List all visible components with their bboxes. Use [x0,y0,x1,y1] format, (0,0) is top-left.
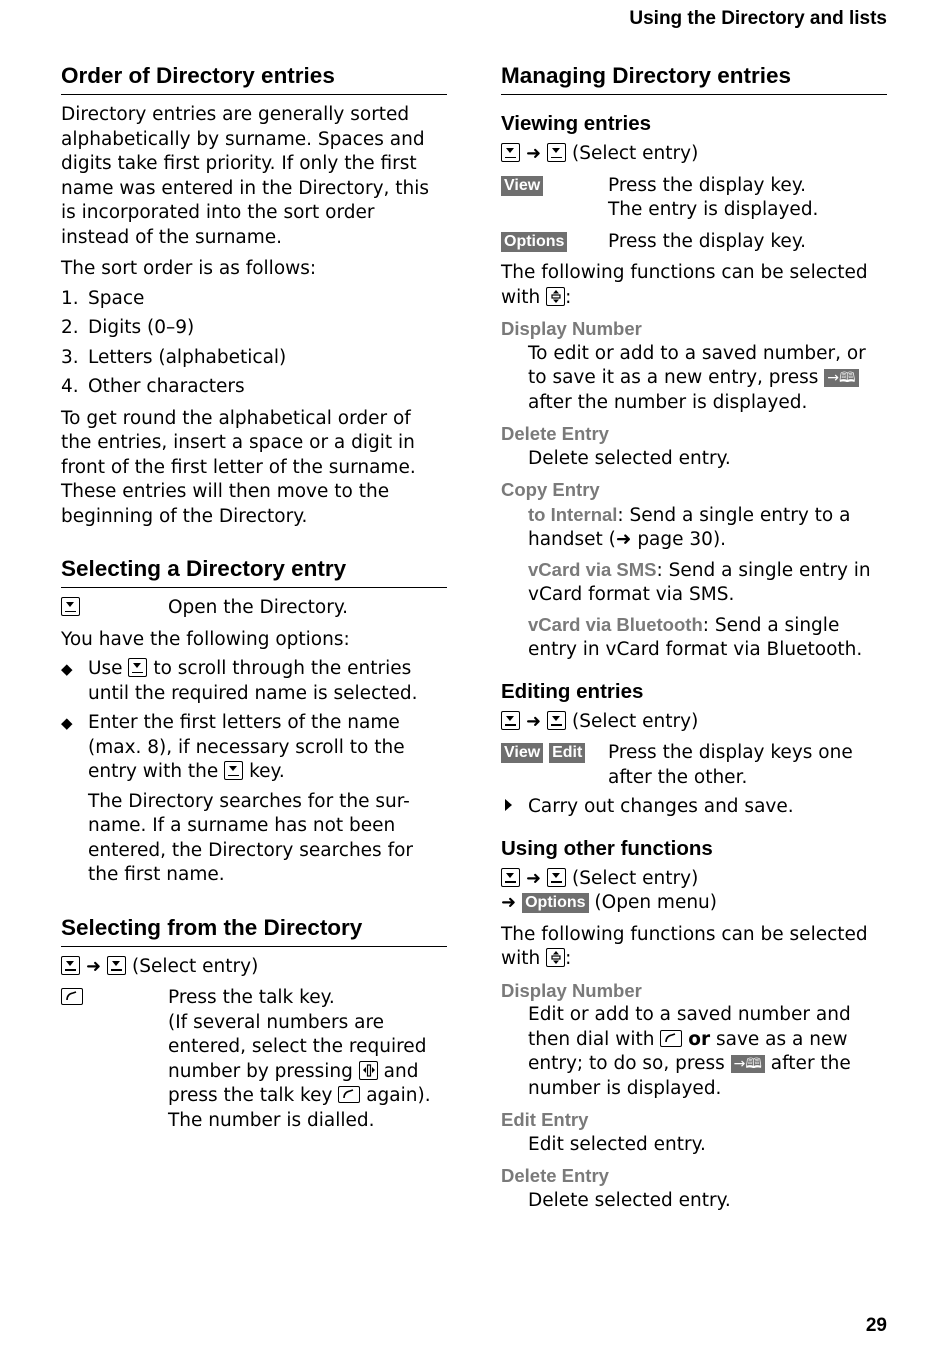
carry-out-step: Carry out changes and save. [501,795,887,820]
select-entry-row: ➜ (Select entry) [501,142,887,167]
copy-vcard-sms-text: vCard via SMS: Send a single entry in vCard format via SMS. [528,558,871,605]
nav-down-key-icon [128,658,147,677]
order-paragraph-3: To get round the alphabetical order of the entries, insert a space or a digit in front of the first letter of the surname. These entries will then move to the beginning of the Directory. [61,407,416,527]
diamond-bullet-icon: ◆ [61,714,73,732]
delete-entry-text: Delete selected entry. [528,447,731,469]
nav-down-key-icon [61,597,80,616]
right-column [501,62,887,1213]
nav-down-key-icon [501,868,520,887]
options-display-key: Options [501,232,567,252]
section-title-order: Order of Directory entries [61,62,447,95]
subsection-title-viewing: Viewing entries [501,112,652,135]
save-to-directory-key-icon: →🕮 [824,369,858,387]
view-display-key: View [501,743,543,763]
nav-left-right-key-icon [359,1061,378,1080]
select-entry-row: ➜ (Select entry) [501,867,887,892]
edit-display-key: Edit [549,743,585,763]
options-display-key: Options [522,893,588,913]
open-directory-row: Open the Directory. [61,596,447,621]
list-item: 1. Space [61,287,145,309]
order-paragraph-1: Directory entries are generally sorted alphabetically by surname. Spaces and digits take first priority. If only the first name was entered in the Directory, this is incorporated into the sort order instead of the surname. [61,104,430,248]
nav-down-key-icon [224,761,243,780]
nav-down-key-icon [61,956,80,975]
arrow-right-icon: ➜ [526,710,542,732]
option-copy-entry: Copy Entry [501,479,600,500]
diamond-bullet-icon: ◆ [61,660,73,678]
nav-down-key-icon [547,868,566,887]
copy-to-internal-text: to Internal: Send a single entry to a handset (➜ page 30). [528,503,851,550]
list-item: 2. Digits (0–9) [61,317,195,338]
subsection-title-other: Using other functions [501,836,713,860]
option-delete-entry: Delete Entry [501,1165,609,1186]
order-paragraph-2: The sort order is as follows: [61,258,317,279]
search-note: The Directory searches for the sur-name. If a surname has not been entered, the Directory searches for the first name. [88,790,414,885]
option-edit-entry: Edit Entry [501,1109,589,1130]
list-item: ◆ Enter the first letters of the name (max. 8), if necessary scroll to the entry with the key. [61,711,447,785]
running-header: Using the Directory and lists [629,8,887,29]
triangle-bullet-icon [505,799,512,811]
arrow-right-icon: ➜ [615,529,632,550]
talk-key-icon [61,988,83,1005]
view-key-row: View Press the display key. The entry is displayed. [501,174,887,223]
sort-order-list [61,287,447,400]
left-column [61,62,447,1133]
nav-down-key-icon [547,143,566,162]
delete-entry-text: Delete selected entry. [528,1189,731,1211]
option-display-number: Display Number [501,979,642,1001]
list-item: 4. Other characters [61,376,245,397]
options-intro: You have the following options: [61,628,350,650]
page-number: 29 [865,1315,887,1336]
talk-key-icon [660,1030,682,1047]
arrow-right-icon: ➜ [86,955,102,977]
save-to-directory-key-icon: →🕮 [731,1055,765,1073]
nav-down-key-icon [501,711,520,730]
nav-down-key-icon [107,956,126,975]
arrow-right-icon: ➜ [526,867,542,889]
section-title-managing: Managing Directory entries [501,62,887,95]
functions-intro: The following functions can be selected with : [501,262,868,308]
open-menu-row: ➜ Options (Open menu) [501,892,718,913]
nav-up-down-key-icon [546,948,565,967]
list-item: ◆ Use to scroll through the entries until the required name is selected. [61,657,447,706]
arrow-right-icon: ➜ [526,143,542,164]
option-display-number: Display Number [501,318,642,339]
functions-intro: The following functions can be selected with : [501,923,868,969]
view-display-key: View [501,176,543,196]
edit-entry-text: Edit selected entry. [528,1133,706,1155]
nav-down-key-icon [501,143,520,162]
nav-up-down-key-icon [546,287,565,306]
select-entry-row: ➜ (Select entry) [61,955,447,980]
nav-down-key-icon [547,711,566,730]
talk-key-row: Press the talk key. (If several numbers are entered, select the required number by pressing and press the talk key again). The number is dialled. [61,986,447,1133]
select-entry-row: ➜ (Select entry) [501,710,887,735]
option-delete-entry: Delete Entry [501,423,609,444]
copy-vcard-bt-text: vCard via Bluetooth: Send a single entry in vCard format via Bluetooth. [528,613,863,660]
talk-key-icon [338,1086,360,1103]
section-title-selecting: Selecting a Directory entry [61,555,447,588]
view-edit-keys-row: View Edit Press the display keys one after the other. [501,741,887,790]
options-key-row: Options Press the display key. [501,230,887,255]
display-number-text: To edit or add to a saved number, or to save it as a new entry, press →🕮 after the number is displayed. [528,342,866,413]
section-title-from: Selecting from the Directory [61,914,447,947]
arrow-right-icon: ➜ [501,892,517,913]
subsection-title-editing: Editing entries [501,679,644,703]
list-item: 3. Letters (alphabetical) [61,346,287,368]
display-number-text: Edit or add to a saved number and then dial with or save as a new entry; to do so, press →🕮 after the number is displayed. [528,1004,851,1099]
